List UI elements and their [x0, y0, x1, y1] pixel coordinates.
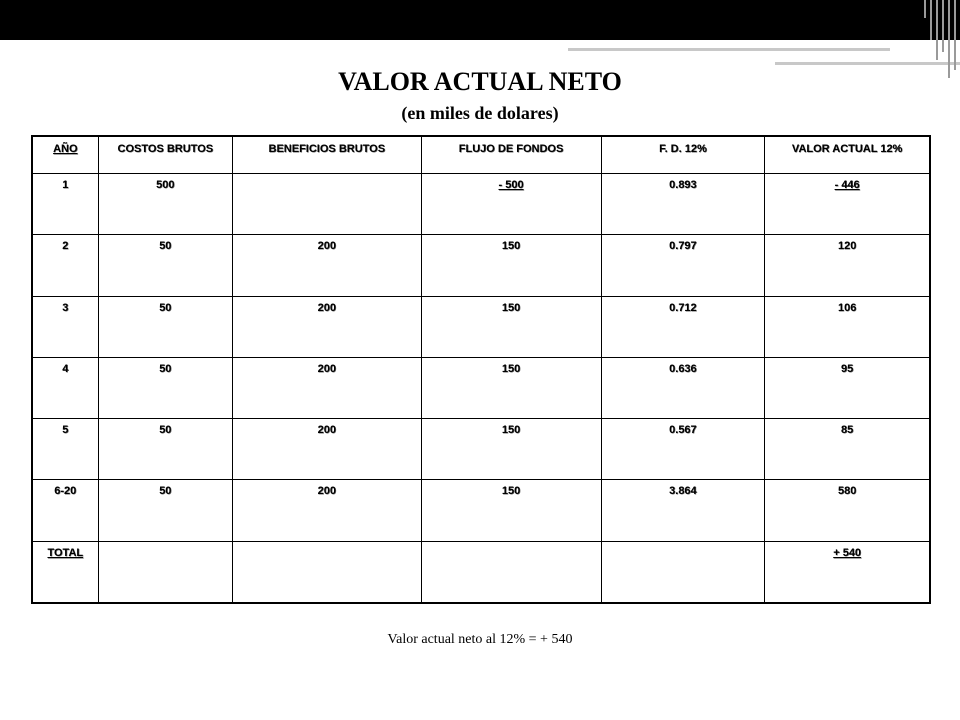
cell-gross-costs: 50: [98, 296, 232, 357]
column-header-present-value: VALOR ACTUAL 12%: [765, 136, 930, 174]
table-row: [32, 174, 930, 235]
cell-cash-flow: 150: [421, 296, 601, 357]
cell-cash-flow: - 500: [421, 174, 601, 235]
cell-gross-costs: 50: [98, 419, 232, 480]
table-row: [32, 235, 930, 296]
page-title: VALOR ACTUAL NETO: [338, 67, 622, 96]
column-header-year: AÑO: [32, 136, 98, 174]
cell-present-value: 580: [765, 480, 930, 541]
table-row: [32, 296, 930, 357]
table-row: [32, 419, 930, 480]
top-banner: [0, 0, 960, 40]
cell-year: TOTAL: [32, 541, 98, 603]
cell-gross-benefits: 200: [233, 235, 422, 296]
cell-gross-costs: 50: [98, 480, 232, 541]
cell-discount-factor: 0.636: [601, 357, 765, 418]
cell-year: 2: [32, 235, 98, 296]
cell-discount-factor: 3.864: [601, 480, 765, 541]
cell-gross-benefits: 200: [233, 480, 422, 541]
cell-present-value: - 446: [765, 174, 930, 235]
column-header-gross-costs: COSTOS BRUTOS: [98, 136, 232, 174]
cell-present-value: 85: [765, 419, 930, 480]
cell-cash-flow: 150: [421, 480, 601, 541]
cell-discount-factor: [601, 541, 765, 603]
cell-cash-flow: 150: [421, 419, 601, 480]
cell-present-value: 120: [765, 235, 930, 296]
column-header-cash-flow: FLUJO DE FONDOS: [421, 136, 601, 174]
table-total-row: [32, 541, 930, 603]
cell-year: 3: [32, 296, 98, 357]
cell-discount-factor: 0.797: [601, 235, 765, 296]
cell-year: 1: [32, 174, 98, 235]
cell-gross-benefits: 200: [233, 296, 422, 357]
cell-gross-benefits: 200: [233, 357, 422, 418]
footer-note: Valor actual neto al 12% = + 540: [387, 632, 573, 647]
cell-present-value: 106: [765, 296, 930, 357]
cell-cash-flow: [421, 541, 601, 603]
cell-year: 6-20: [32, 480, 98, 541]
cell-gross-costs: 50: [98, 235, 232, 296]
column-header-discount-factor: F. D. 12%: [601, 136, 765, 174]
cell-year: 5: [32, 419, 98, 480]
cell-gross-costs: [98, 541, 232, 603]
cell-discount-factor: 0.712: [601, 296, 765, 357]
table-row: [32, 357, 930, 418]
cell-gross-benefits: 200: [233, 419, 422, 480]
cell-discount-factor: 0.893: [601, 174, 765, 235]
cell-gross-costs: 500: [98, 174, 232, 235]
page-subtitle: (en miles de dolares): [401, 103, 559, 123]
cell-gross-benefits: [233, 541, 422, 603]
cell-year: 4: [32, 357, 98, 418]
npv-table: [31, 135, 931, 604]
table-row: [32, 480, 930, 541]
cell-discount-factor: 0.567: [601, 419, 765, 480]
table-header-row: [32, 136, 930, 174]
cell-gross-benefits: [233, 174, 422, 235]
cell-present-value: 95: [765, 357, 930, 418]
column-header-gross-benefits: BENEFICIOS BRUTOS: [233, 136, 422, 174]
cell-cash-flow: 150: [421, 357, 601, 418]
cell-cash-flow: 150: [421, 235, 601, 296]
cell-gross-costs: 50: [98, 357, 232, 418]
decorative-strip: [568, 48, 890, 51]
cell-present-value: + 540: [765, 541, 930, 603]
